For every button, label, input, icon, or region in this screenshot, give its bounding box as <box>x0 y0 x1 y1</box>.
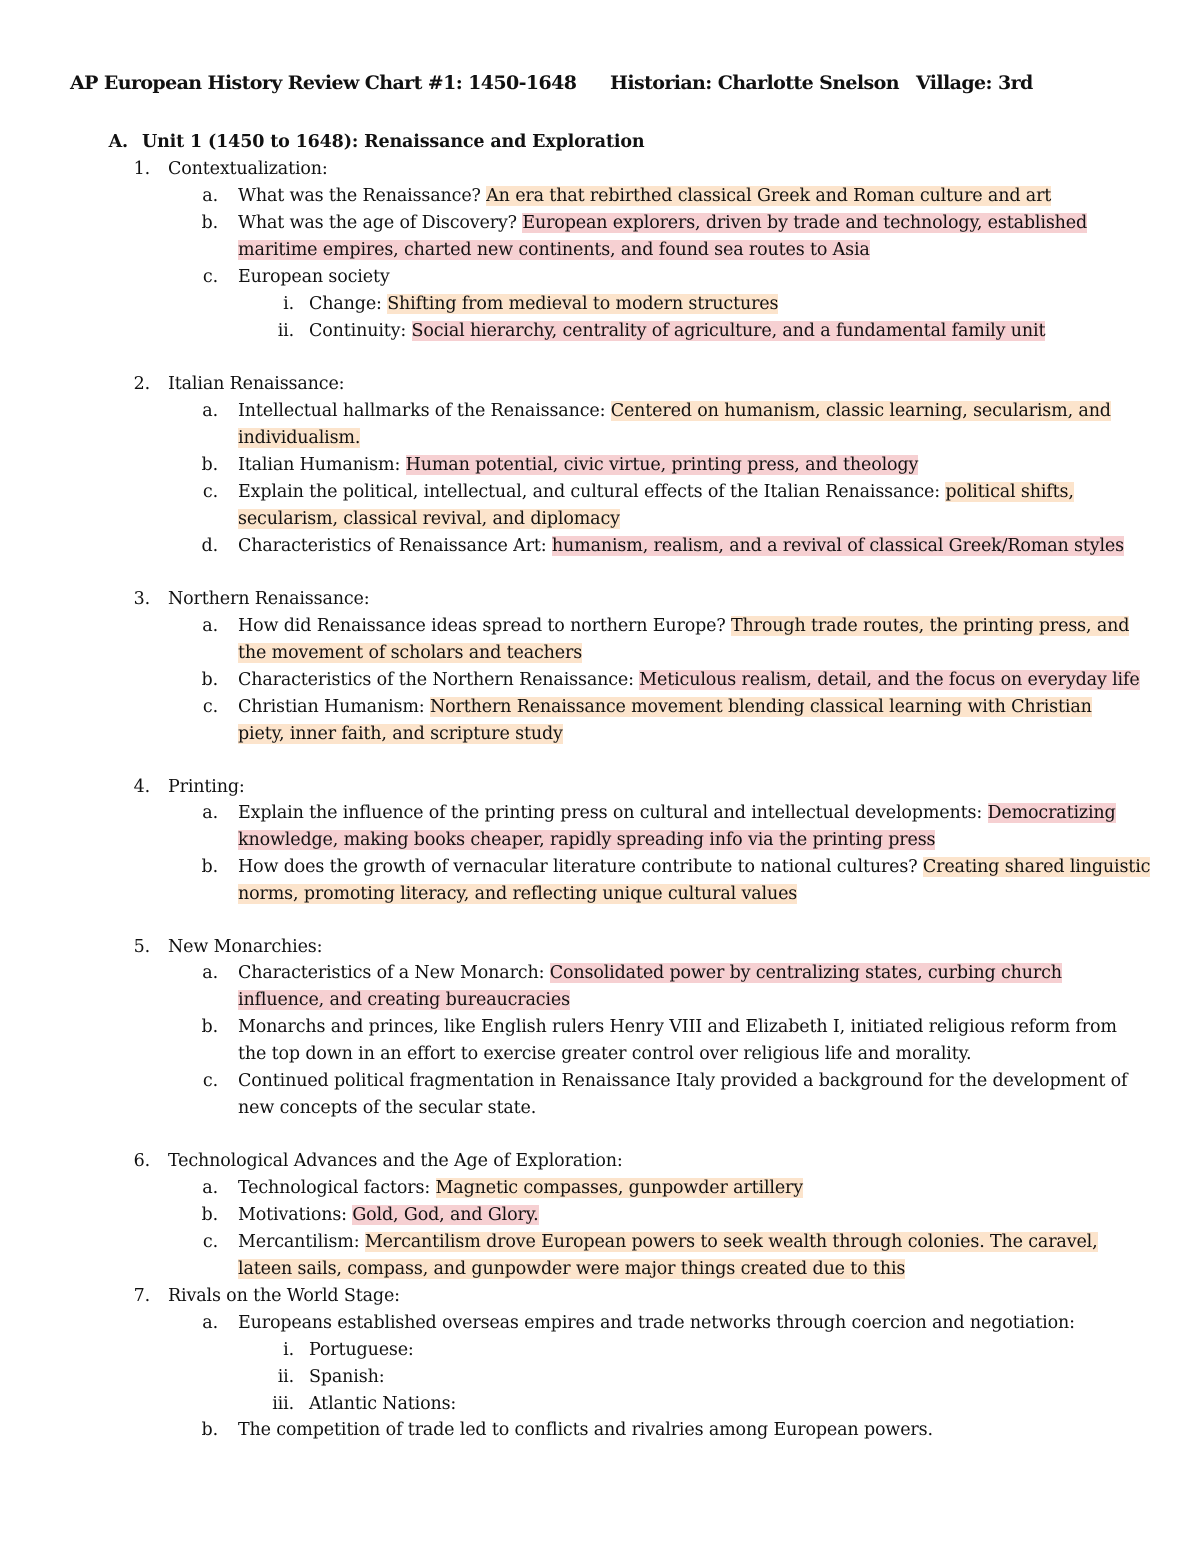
sub-marker: b. <box>201 670 218 690</box>
roman-marker: i. <box>283 1340 294 1360</box>
section-marker: A. <box>108 132 128 152</box>
answer-highlight: lateen sails, compass, and gunpowder were major things created due to this <box>238 1259 906 1279</box>
question-text: European society <box>238 267 390 287</box>
header-historian: Historian: Charlotte Snelson <box>610 72 899 94</box>
question-text: Characteristics of Renaissance Art: <box>238 536 552 556</box>
sub-marker: c. <box>202 482 218 502</box>
roman-marker: iii. <box>272 1394 294 1414</box>
sub-marker: b. <box>201 857 218 877</box>
answer-highlight: Meticulous realism, detail, and the focus on everyday life <box>639 670 1140 690</box>
answer-highlight: political shifts, <box>945 482 1074 502</box>
question-text: Christian Humanism: <box>238 697 430 717</box>
item-text: new concepts of the secular state. <box>238 1098 537 1118</box>
sub-marker: c. <box>202 1232 218 1252</box>
sub-marker: a. <box>202 616 218 636</box>
sub-item-4a-cont <box>238 827 935 854</box>
item-text: The competition of trade led to conflicts and rivalries among European powers. <box>238 1420 933 1440</box>
sub-marker: a. <box>202 963 218 983</box>
roman-marker: ii. <box>277 321 294 341</box>
item-marker: 2. <box>133 374 150 394</box>
item-title: Technological Advances and the Age of Exploration: <box>168 1151 623 1171</box>
answer-highlight: knowledge, making books cheaper, rapidly spreading info via the printing press <box>238 830 936 850</box>
question-text: Continuity: <box>309 321 412 341</box>
item-marker: 5. <box>133 937 150 957</box>
item-marker: 3. <box>133 589 150 609</box>
answer-highlight: Centered on humanism, classic learning, secularism, and <box>610 401 1111 421</box>
sub-item-3c-cont <box>238 721 563 748</box>
sub-marker: c. <box>202 1071 218 1091</box>
answer-highlight: An era that rebirthed classical Greek and Roman culture and art <box>486 186 1052 206</box>
sub-marker: d. <box>201 536 218 556</box>
item-marker: 1. <box>133 159 150 179</box>
item-text: Portuguese: <box>309 1340 414 1360</box>
answer-highlight: Mercantilism drove European powers to seek wealth through colonies. The caravel, <box>364 1232 1098 1252</box>
item-text: Atlantic Nations: <box>309 1394 457 1414</box>
answer-highlight: humanism, realism, and a revival of classical Greek/Roman styles <box>551 536 1124 556</box>
item-text: Europeans established overseas empires and trade networks through coercion and negotiation: <box>238 1313 1075 1333</box>
answer-highlight: individualism. <box>238 428 361 448</box>
item-marker: 4. <box>133 777 150 797</box>
roman-marker: ii. <box>277 1367 294 1387</box>
question-text: What was the Renaissance? <box>238 186 487 206</box>
answer-highlight: Magnetic compasses, gunpowder artillery <box>435 1178 804 1198</box>
section-title: Unit 1 (1450 to 1648): Renaissance and Exploration <box>142 132 645 152</box>
answer-highlight: Creating shared linguistic <box>922 857 1151 877</box>
answer-highlight: Consolidated power by centralizing states, curbing church <box>549 963 1062 983</box>
item-title: Printing: <box>168 777 245 797</box>
item-title: Contextualization: <box>168 159 328 179</box>
header-title: AP European History Review Chart #1: 1450-1648 <box>70 72 577 94</box>
question-text: Explain the political, intellectual, and cultural effects of the Italian Renaissance: <box>238 482 946 502</box>
question-text: How does the growth of vernacular literature contribute to national cultures? <box>238 857 923 877</box>
item-text: Spanish: <box>309 1367 385 1387</box>
sub-item-6c-cont <box>238 1256 905 1283</box>
sub-item-5b-cont <box>238 1041 971 1068</box>
question-text: Technological factors: <box>238 1178 436 1198</box>
sub-marker: a. <box>202 1313 218 1333</box>
sub-marker: a. <box>202 803 218 823</box>
question-text: How did Renaissance ideas spread to northern Europe? <box>238 616 732 636</box>
sub-marker: b. <box>201 1420 218 1440</box>
question-text: Characteristics of a New Monarch: <box>238 963 550 983</box>
sub-marker: b. <box>201 1205 218 1225</box>
item-text: Continued political fragmentation in Renaissance Italy provided a background for the development of <box>238 1071 1128 1091</box>
sub-item-3a-cont <box>238 640 582 667</box>
sub-item-4b-cont <box>238 881 797 908</box>
item-text: the top down in an effort to exercise greater control over religious life and morality. <box>238 1044 972 1064</box>
question-text: Motivations: <box>238 1205 353 1225</box>
sub-item-1b-cont <box>238 237 870 264</box>
header-village: Village: 3rd <box>916 72 1033 94</box>
answer-highlight: secularism, classical revival, and diplomacy <box>238 509 620 529</box>
question-text: Italian Humanism: <box>238 455 406 475</box>
sub-marker: b. <box>201 455 218 475</box>
sub-item-2a-cont <box>238 425 360 452</box>
sub-marker: c. <box>202 697 218 717</box>
sub-item-5a-cont <box>238 987 570 1014</box>
item-text: Monarchs and princes, like English rulers Henry VIII and Elizabeth I, initiated religious reform from <box>238 1017 1117 1037</box>
sub-item-5c-cont <box>238 1095 536 1122</box>
question-text: Mercantilism: <box>238 1232 365 1252</box>
item-title: Rivals on the World Stage: <box>168 1286 400 1306</box>
sub-marker: b. <box>201 213 218 233</box>
question-text: Characteristics of the Northern Renaissance: <box>238 670 640 690</box>
answer-highlight: the movement of scholars and teachers <box>238 643 583 663</box>
question-text: What was the age of Discovery? <box>238 213 523 233</box>
item-title: Northern Renaissance: <box>168 589 370 609</box>
answer-highlight: Democratizing <box>987 803 1116 823</box>
answer-highlight: Gold, God, and Glory. <box>352 1205 539 1225</box>
sub-item-2c-cont <box>238 506 620 533</box>
answer-highlight: Shifting from medieval to modern structures <box>387 294 779 314</box>
answer-highlight: Through trade routes, the printing press, and <box>731 616 1130 636</box>
question-text: Intellectual hallmarks of the Renaissance: <box>238 401 611 421</box>
answer-highlight: piety, inner faith, and scripture study <box>238 724 563 744</box>
roman-marker: i. <box>283 294 294 314</box>
sub-marker: b. <box>201 1017 218 1037</box>
answer-highlight: maritime empires, charted new continents, and found sea routes to Asia <box>238 240 870 260</box>
answer-highlight: Social hierarchy, centrality of agriculture, and a fundamental family unit <box>411 321 1046 341</box>
question-text: Change: <box>309 294 388 314</box>
page-header <box>70 72 1160 94</box>
answer-highlight: norms, promoting literacy, and reflecting unique cultural values <box>238 884 798 904</box>
answer-highlight: Human potential, civic virtue, printing press, and theology <box>405 455 919 475</box>
answer-highlight: influence, and creating bureaucracies <box>238 990 570 1010</box>
item-title: New Monarchies: <box>168 937 323 957</box>
item-marker: 7. <box>133 1286 150 1306</box>
sub-marker: a. <box>202 401 218 421</box>
sub-marker: a. <box>202 186 218 206</box>
item-marker: 6. <box>133 1151 150 1171</box>
sub-marker: c. <box>202 267 218 287</box>
answer-highlight: Northern Renaissance movement blending classical learning with Christian <box>429 697 1092 717</box>
answer-highlight: European explorers, driven by trade and technology, established <box>522 213 1088 233</box>
item-title: Italian Renaissance: <box>168 374 345 394</box>
sub-marker: a. <box>202 1178 218 1198</box>
question-text: Explain the influence of the printing press on cultural and intellectual developments: <box>238 803 988 823</box>
